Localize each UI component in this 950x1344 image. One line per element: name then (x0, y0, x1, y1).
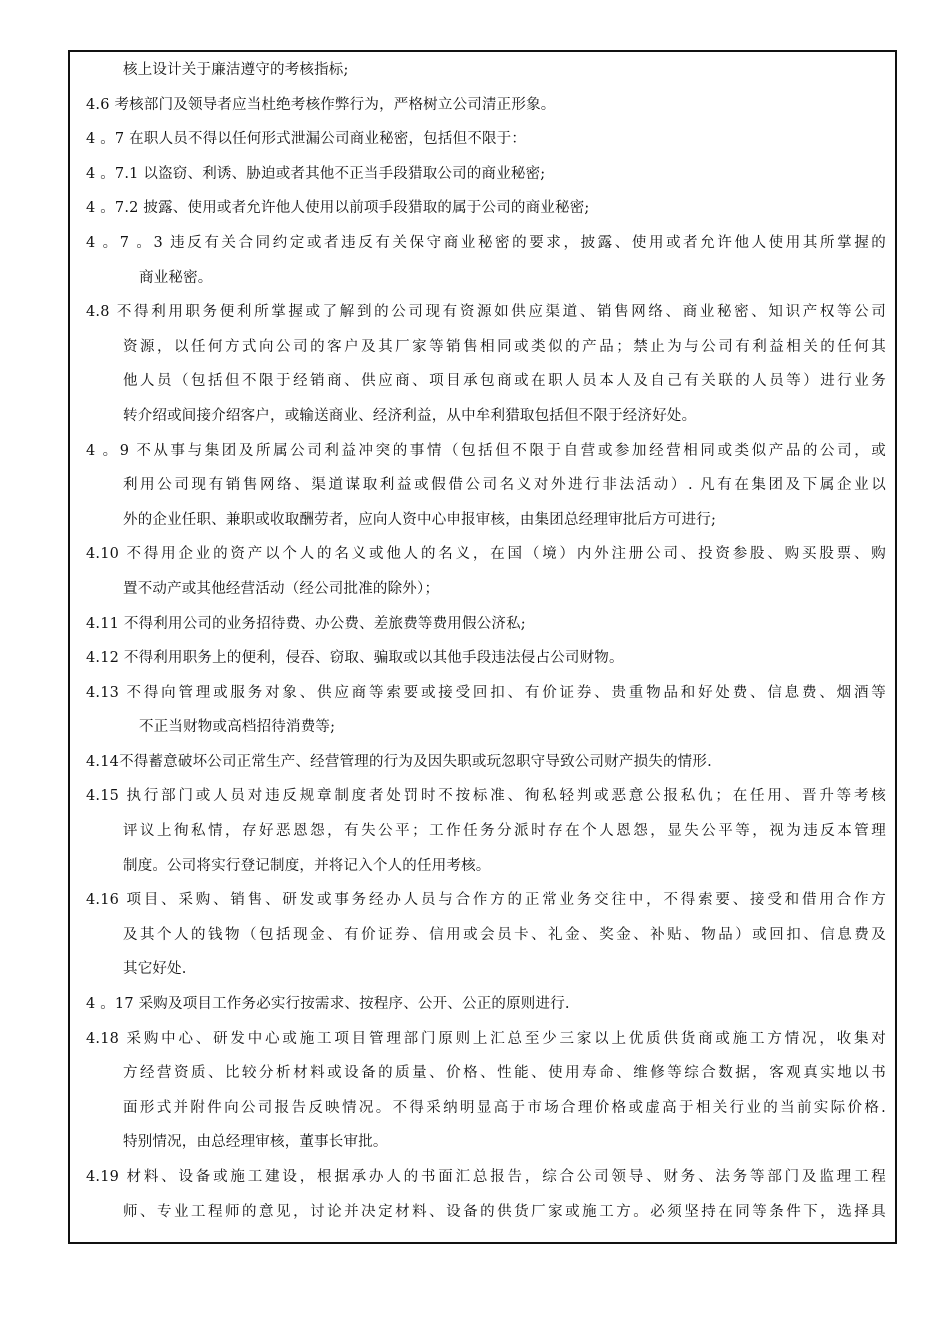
document-text-line: 置不动产或其他经营活动（经公司批准的除外）； (123, 580, 440, 597)
document-text-line: 4 。7 。3 违反有关合同约定或者违反有关保守商业秘密的要求，披露、使用或者允许他人使用其所掌握的 (86, 234, 886, 251)
document-text-line: 外的企业任职、兼职或收取酬劳者，应向人资中心申报审核，由集团总经理审批后方可进行; (123, 511, 717, 528)
document-text-line: 他人员（包括但不限于经销商、供应商、项目承包商或在职人员本人及自己有关联的人员等）进行业务 (123, 373, 886, 390)
document-text-line: 资源，以任何方式向公司的客户及其厂家等销售相同或类似的产品；禁止为与公司有利益相关的任何其 (123, 338, 886, 355)
document-text-line: 面形式并附件向公司报告反映情况。不得采纳明显高于市场合理价格或虚高于相关行业的当前实际价格. (123, 1099, 886, 1116)
document-text-line: 4.10 不得用企业的资产以个人的名义或他人的名义，在国（境）内外注册公司、投资参股、购买股票、购 (86, 546, 886, 563)
document-text-line: 4.12 不得利用职务上的便利，侵吞、窃取、骗取或以其他手段违法侵占公司财物。 (86, 650, 624, 667)
document-text-line: 4 。17 采购及项目工作务必实行按需求、按程序、公开、公正的原则进行. (86, 996, 570, 1013)
document-text-line: 商业秘密。 (139, 269, 213, 286)
document-text-line: 4 。9 不从事与集团及所属公司利益冲突的事情（包括但不限于自营或参加经营相同或类似产品的公司，或 (86, 442, 886, 459)
document-text-line: 4.13 不得向管理或服务对象、供应商等索要或接受回扣、有价证券、贵重物品和好处费、信息费、烟酒等 (86, 684, 886, 701)
document-text-line: 4.8 不得利用职务便利所掌握或了解到的公司现有资源如供应渠道、销售网络、商业秘密、知识产权等公司 (86, 304, 886, 321)
document-text-line: 转介绍或间接介绍客户，或输送商业、经济利益，从中牟利猎取包括但不限于经济好处。 (123, 407, 697, 424)
document-text-line: 4.11 不得利用公司的业务招待费、办公费、差旅费等费用假公济私; (86, 615, 526, 632)
document-text-line: 4 。7.1 以盗窃、利诱、胁迫或者其他不正当手段猎取公司的商业秘密; (86, 165, 546, 182)
document-text-line: 不正当财物或高档招待消费等; (139, 719, 336, 736)
document-text-line: 4.19 材料、设备或施工建设，根据承办人的书面汇总报告，综合公司领导、财务、法务等部门及监理工程 (86, 1169, 886, 1185)
document-text-line: 特别情况，由总经理审核，董事长审批。 (123, 1134, 388, 1151)
document-text-line: 利用公司现有销售网络、渠道谋取利益或假借公司名义对外进行非法活动）. 凡有在集团及下属企业以 (123, 477, 886, 494)
document-text-line: 其它好处. (123, 961, 187, 978)
document-text-line: 核上设计关于廉洁遵守的考核指标; (123, 62, 349, 78)
document-text-line: 4.18 采购中心、研发中心或施工项目管理部门原则上汇总至少三家以上优质供货商或施工方情况，收集对 (86, 1030, 886, 1047)
document-text-line: 4.16 项目、采购、销售、研发或事务经办人员与合作方的正常业务交往中，不得索要、接受和借用合作方 (86, 892, 886, 909)
document-body (86, 53, 886, 1229)
document-text-line: 4 。7.2 披露、使用或者允许他人使用以前项手段猎取的属于公司的商业秘密; (86, 200, 590, 217)
document-text-line: 4.15 执行部门或人员对违反规章制度者处罚时不按标准、徇私轻判或恶意公报私仇；在任用、晋升等考核 (86, 788, 886, 805)
document-text-line: 评议上徇私情，存好恶恩怨，有失公平；工作任务分派时存在个人恩怨，显失公平等，视为违反本管理 (123, 823, 886, 840)
document-text-line: 方经营资质、比较分析材料或设备的质量、价格、性能、使用寿命、维修等综合数据，客观真实地以书 (123, 1065, 886, 1082)
document-text-line: 师、专业工程师的意见，讨论并决定材料、设备的供货厂家或施工方。必须坚持在同等条件下，选择具 (123, 1203, 886, 1220)
document-text-line: 及其个人的钱物（包括现金、有价证券、信用或会员卡、礼金、奖金、补贴、物品）或回扣、信息费及 (123, 926, 886, 943)
document-text-line: 4.6 考核部门及领导者应当杜绝考核作弊行为，严格树立公司清正形象。 (86, 96, 556, 113)
document-text-line: 制度。公司将实行登记制度，并将记入个人的任用考核。 (123, 857, 491, 874)
document-text-line: 4 。7 在职人员不得以任何形式泄漏公司商业秘密，包括但不限于： (86, 131, 527, 148)
document-text-line: 4.14不得蓄意破坏公司正常生产、经营管理的行为及因失职或玩忽职守导致公司财产损失的情形. (86, 753, 712, 770)
